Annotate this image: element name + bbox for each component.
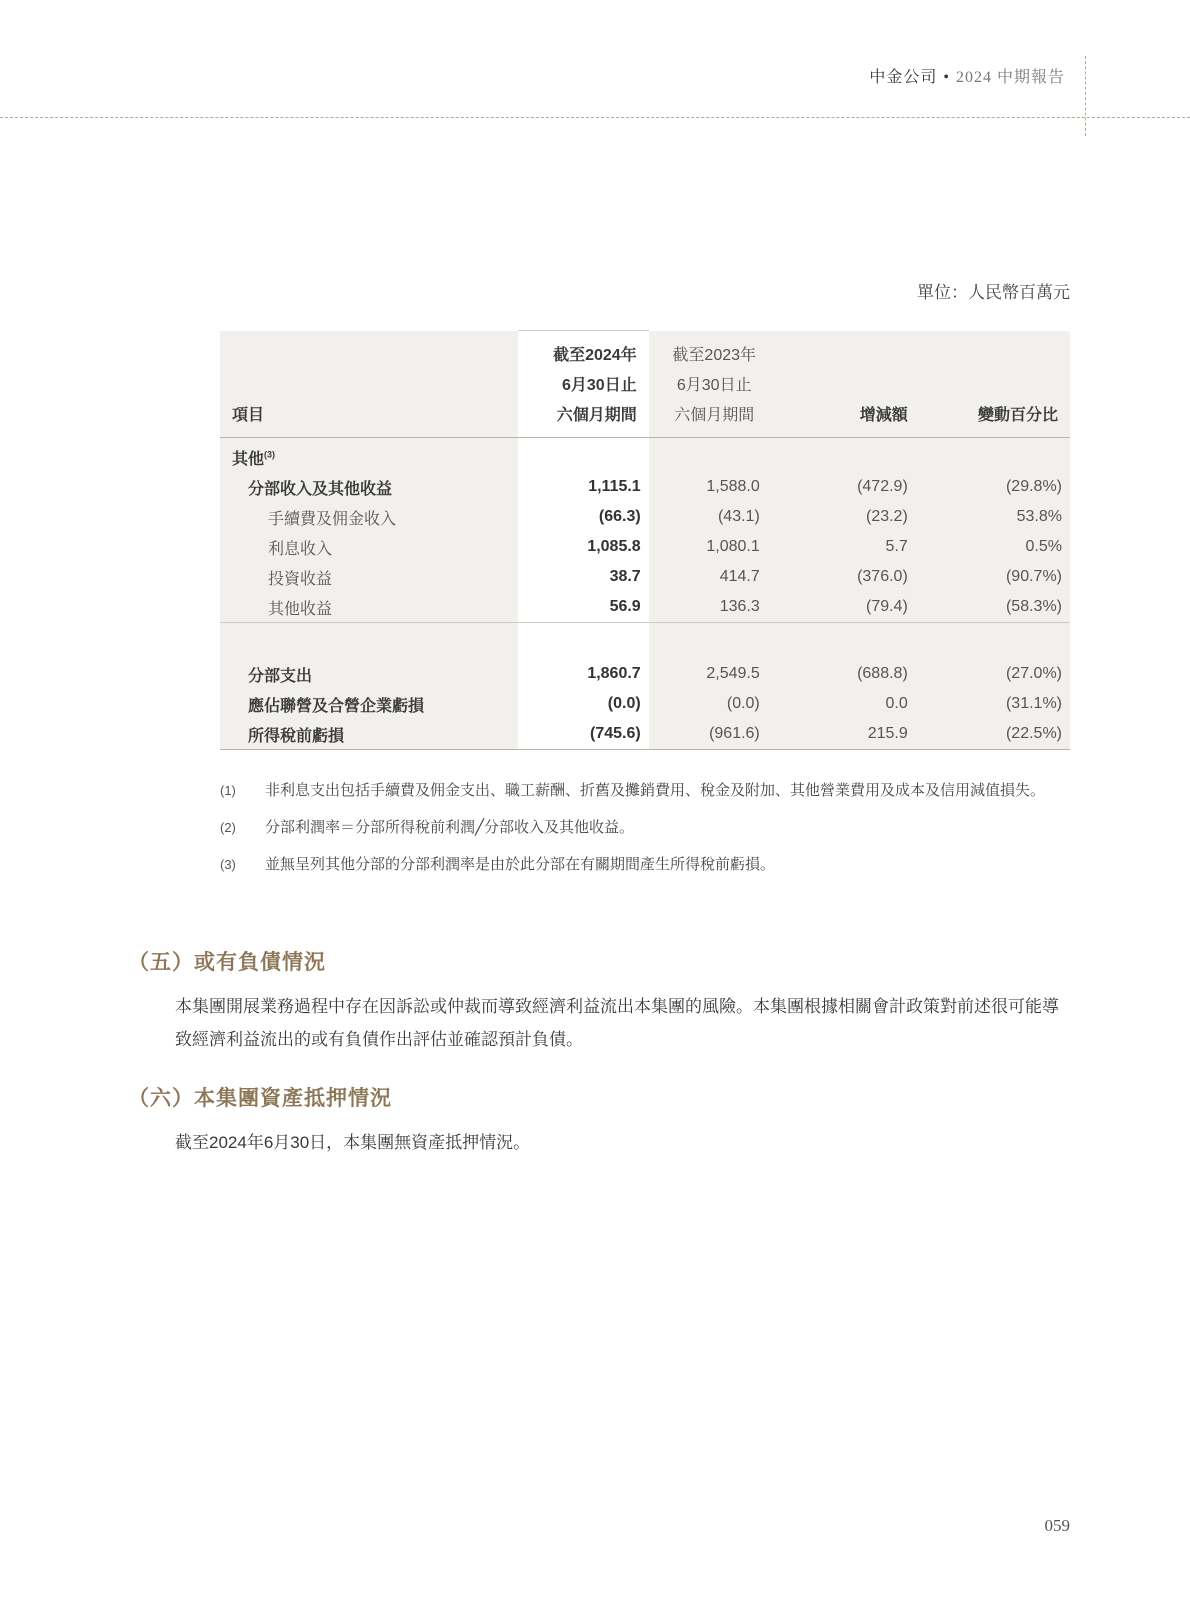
table-row [220,592,1070,623]
col-header-pct: 變動百分比 [930,331,1070,438]
section-body-asset-pledge: 截至2024年6月30日，本集團無資產抵押情況。 [175,1133,531,1152]
cell-change: (688.8) [780,659,930,689]
footnote [220,778,1070,804]
row-label: 其他收益 [220,592,518,623]
table-row [220,502,1070,532]
cell-prior: 2,549.5 [649,659,780,689]
table-row [220,719,1070,750]
cell-prior: 414.7 [649,562,780,592]
table-row [220,659,1070,689]
cell-current: (0.0) [518,689,649,719]
cell-prior: (43.1) [649,502,780,532]
col-header-item: 項目 [220,331,518,438]
row-label: 所得稅前虧損 [220,719,518,750]
running-header [869,64,1065,87]
cell-prior: (0.0) [649,689,780,719]
table-row [220,438,1070,473]
header-dashed-rule [0,117,1190,118]
footnote-text: 非利息支出包括手續費及佣金支出、職工薪酬、折舊及攤銷費用、稅金及附加、其他營業費用及成本及信用減值損失。 [265,782,1046,799]
table-row [220,689,1070,719]
cell-prior: 1,588.0 [649,472,780,502]
segment-table [220,330,1070,750]
cell-current: (745.6) [518,719,649,750]
cell-pct: 53.8% [930,502,1070,532]
row-label: 其他$^{(3)}$ [220,438,518,473]
footnote-number: (2) [220,820,236,835]
cell-prior: (961.6) [649,719,780,750]
cell-change: (79.4) [780,592,930,623]
cell-current: 38.7 [518,562,649,592]
row-label: 手續費及佣金收入 [220,502,518,532]
cell-pct: (22.5%) [930,719,1070,750]
cell-change: (23.2) [780,502,930,532]
footnote-number: (1) [220,783,236,798]
cell-change: 5.7 [780,532,930,562]
cell-change: 0.0 [780,689,930,719]
unit-label: 單位：人民幣百萬元 [917,283,1070,302]
cell-prior: 136.3 [649,592,780,623]
cell-current: 56.9 [518,592,649,623]
table-spacer-row [220,623,1070,660]
col-header-change: 增減額 [780,331,930,438]
company-name: 中金公司 [869,69,938,86]
cell-pct: (90.7%) [930,562,1070,592]
cell-current: 1,860.7 [518,659,649,689]
table-row [220,472,1070,502]
footnotes [220,778,1070,889]
cell-change: (376.0) [780,562,930,592]
cell-change: 215.9 [780,719,930,750]
cell-current: 1,115.1 [518,472,649,502]
page-number: 059 [1044,1516,1070,1535]
header-separator: • [943,69,950,86]
cell-pct: 0.5% [930,532,1070,562]
cell-pct: (29.8%) [930,472,1070,502]
col-header-prior: 截至2023年 6月30日止 六個月期間 [649,331,780,438]
cell-current: 1,085.8 [518,532,649,562]
header-vertical-rule [1085,56,1086,136]
cell-prior: 1,080.1 [649,532,780,562]
report-title: 2024 中期報告 [955,69,1065,86]
footnote-ref: (3) [264,449,276,460]
row-label: 利息收入 [220,532,518,562]
section-body-contingent-liabilities: 本集團開展業務過程中存在因訴訟或仲裁而導致經濟利益流出本集團的風險。本集團根據相關會計政策對前述很可能導致經濟利益流出的或有負債作出評估並確認預計負債。 [175,997,1059,1049]
cell-change: (472.9) [780,472,930,502]
table-header-row [220,331,1070,438]
cell-pct: (58.3%) [930,592,1070,623]
footnote-text: 並無呈列其他分部的分部利潤率是由於此分部在有關期間產生所得稅前虧損。 [265,856,776,873]
row-label: 應佔聯營及合營企業虧損 [220,689,518,719]
footnote-number: (3) [220,857,236,872]
cell-pct: (27.0%) [930,659,1070,689]
table-row [220,532,1070,562]
row-label: 投資收益 [220,562,518,592]
row-label: 分部收入及其他收益 [220,472,518,502]
row-label: 分部支出 [220,659,518,689]
section-heading-asset-pledge: （六）本集團資產抵押情況 [128,1087,392,1110]
section-heading-contingent-liabilities: （五）或有負債情況 [128,951,326,974]
footnote-text: 分部利潤率＝分部所得稅前利潤╱分部收入及其他收益。 [265,819,635,836]
table-row [220,562,1070,592]
cell-current: (66.3) [518,502,649,532]
footnote [220,852,1070,878]
cell-pct: (31.1%) [930,689,1070,719]
footnote [220,815,1070,841]
col-header-current: 截至2024年 6月30日止 六個月期間 [518,331,649,438]
